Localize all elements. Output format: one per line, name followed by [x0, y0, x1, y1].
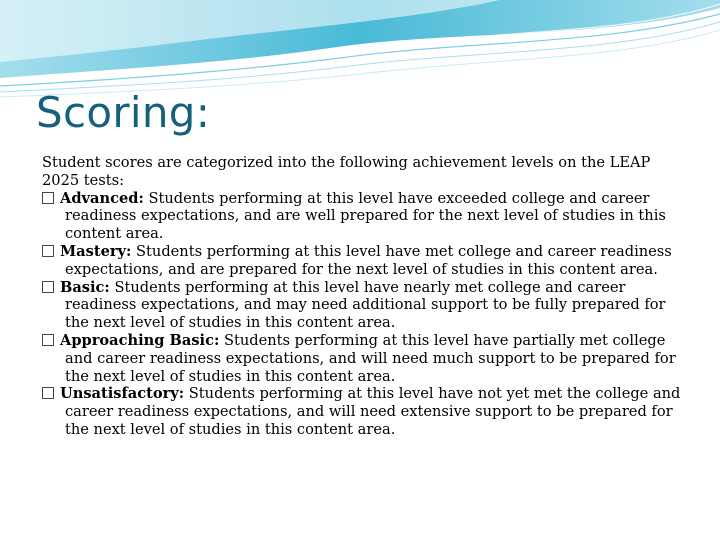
slide-body [42, 154, 692, 439]
level-mastery [42, 243, 692, 279]
level-term: Basic: [60, 278, 110, 296]
empty-square-icon [42, 334, 54, 346]
level-basic [42, 279, 692, 332]
level-term: Unsatisfactory: [60, 385, 185, 403]
level-description: Students performing at this level have partially met college and career readiness expectations, and will need much support to be prepared for the next level of studies in this content area. [65, 331, 676, 385]
level-description: Students performing at this level have nearly met college and career readiness expectations, and may need additional support to be fully prepared for the next level of studies in this content area. [65, 278, 666, 332]
level-description: Students performing at this level have exceeded college and career readiness expectations, and are well prepared for the next level of studies in this content area. [65, 189, 666, 243]
level-term: Advanced: [60, 189, 144, 207]
level-unsatisfactory [42, 385, 692, 438]
empty-square-icon [42, 387, 54, 399]
level-description: Students performing at this level have not yet met the college and career readiness expectations, and will need extensive support to be prepared for the next level of studies in this content area. [65, 385, 681, 438]
empty-square-icon [42, 281, 54, 293]
header-wave-decoration [0, 0, 720, 100]
level-advanced [42, 190, 692, 243]
intro-line-2: 2025 tests: [42, 171, 125, 189]
intro-line-1: Student scores are categorized into the following achievement levels on the LEAP [42, 154, 651, 171]
level-term: Approaching Basic: [60, 331, 220, 349]
empty-square-icon [42, 192, 54, 204]
level-approaching-basic [42, 332, 692, 385]
empty-square-icon [42, 245, 54, 257]
slide-title: Scoring: [36, 88, 211, 137]
level-description: Students performing at this level have met college and career readiness expectations, and are prepared for the next level of studies in this content area. [65, 242, 672, 278]
level-term: Mastery: [60, 242, 132, 260]
